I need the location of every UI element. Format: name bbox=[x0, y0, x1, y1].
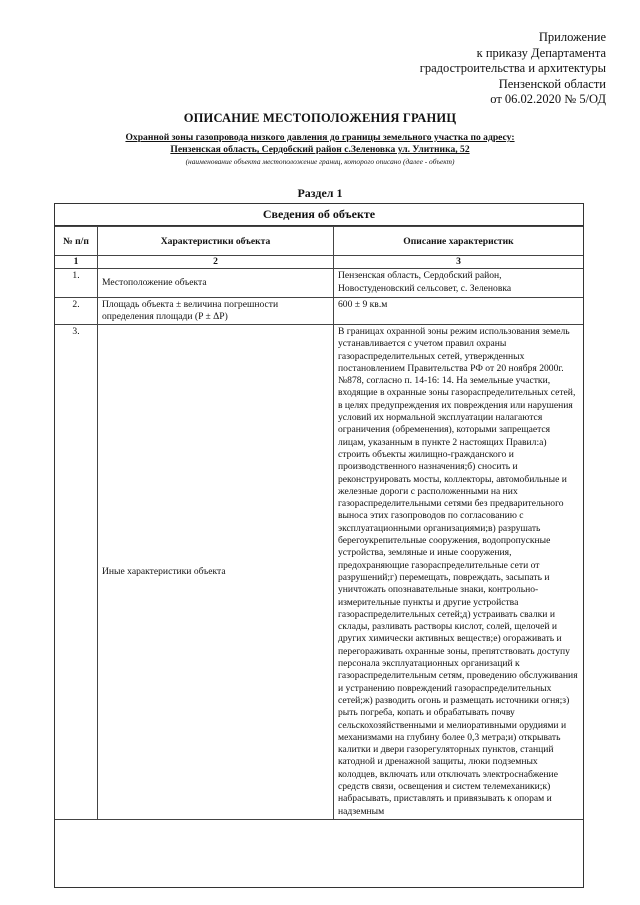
column-number-row bbox=[55, 256, 584, 269]
section-title: Раздел 1 bbox=[297, 186, 343, 200]
appendix-line: к приказу Департамента bbox=[476, 45, 606, 60]
appendix-block bbox=[346, 30, 606, 108]
row-value: В границах охранной зоны режим использования земель устанавливается с учетом правил охраны газораспределительных сетей, утвержденных постановлением Правительства РФ от 20 ноября 2000г. №878, согласно п. 14-16: 14. На земельные участки, входящие в охранные зоны газораспределительных сетей, в целях предупреждения их повреждения или нарушения условий их нормальной эксплуатации налагаются ограничения (обременения), которыми запрещается лицам, указанным в пункте 2 настоящих Правил:а) строить объекты жилищно-гражданского и производственного назначения;б) сносить и реконструировать мосты, коллекторы, автомобильные и железные дороги с расположенными на них газораспределительными сетями без предварительного выноса этих газопроводов по согласованию с эксплуатационными организациями;в) разрушать берегоукрепительные сооружения, водопропускные устройства, земляные и иные сооружения, предохраняющие газораспределительные сети от разрушений;г) перемещать, повреждать, засыпать и уничтожать опознавательные знаки, контрольно-измерительные пункты и другие устройства газораспределительных сетей;д) устраивать свалки и склады, разливать растворы кислот, солей, щелочей и других химически активных веществ;е) огораживать и перегораживать охранные зоны, препятствовать доступу персонала эксплуатационных организаций к газораспределительным сетям, проведению обслуживания и устранению повреждений газораспределительных сетей;ж) разводить огонь и размещать источники огня;з) рыть погреба, копать и обрабатывать почву сельскохозяйственными и мелиоративными орудиями и механизмами на глубину более 0,3 метра;и) открывать калитки и двери газорегуляторных пунктов, станций катодной и дренажной защиты, люки подземных колодцев, включать или отключать электроснабжение средств связи, освещения и систем телемеханики;к) набрасывать, приставлять и привязывать к опорам и надземным bbox=[334, 325, 584, 820]
row-value: Пензенская область, Сердобский район, Новостуденовский сельсовет, с. Зеленовка bbox=[334, 269, 584, 298]
row-label: Местоположение объекта bbox=[98, 269, 334, 298]
appendix-line: Пензенской области bbox=[498, 76, 606, 91]
data-grid bbox=[54, 226, 584, 820]
object-subject bbox=[80, 132, 560, 156]
object-info-table bbox=[54, 203, 584, 888]
appendix-line: от 06.02.2020 № 5/ОД bbox=[490, 92, 606, 107]
document-title: ОПИСАНИЕ МЕСТОПОЛОЖЕНИЯ ГРАНИЦ bbox=[183, 111, 457, 125]
appendix-line: градостроительства и архитектуры bbox=[419, 61, 606, 76]
header-row bbox=[55, 227, 584, 256]
row-number: 3. bbox=[55, 325, 98, 820]
column-number: 1 bbox=[55, 256, 98, 269]
row-number: 1. bbox=[55, 269, 98, 298]
column-header-num: № п/п bbox=[55, 227, 98, 256]
table-row bbox=[55, 325, 584, 820]
table-row bbox=[55, 298, 584, 325]
table-row bbox=[55, 269, 584, 298]
column-number: 2 bbox=[98, 256, 334, 269]
column-header-description: Описание характеристик bbox=[334, 227, 584, 256]
row-value: 600 ± 9 кв.м bbox=[334, 298, 584, 325]
row-label: Иные характеристики объекта bbox=[98, 325, 334, 820]
subject-line-1: Охранной зоны газопровода низкого давления до границы земельного участка по адресу: bbox=[125, 132, 515, 143]
row-number: 2. bbox=[55, 298, 98, 325]
appendix-line: Приложение bbox=[538, 30, 606, 44]
table-heading: Сведения об объекте bbox=[55, 204, 583, 226]
subject-caption: (наименование объекта местоположение границ, которого описано (далее - объект) bbox=[185, 157, 455, 166]
column-number: 3 bbox=[334, 256, 584, 269]
column-header-characteristic: Характеристики объекта bbox=[98, 227, 334, 256]
subject-line-2: Пензенская область, Сердобский район с.Зеленовка ул. Улитника, 52 bbox=[170, 144, 470, 155]
row-label: Площадь объекта ± величина погрешности определения площади (P ± ΔP) bbox=[98, 298, 334, 325]
